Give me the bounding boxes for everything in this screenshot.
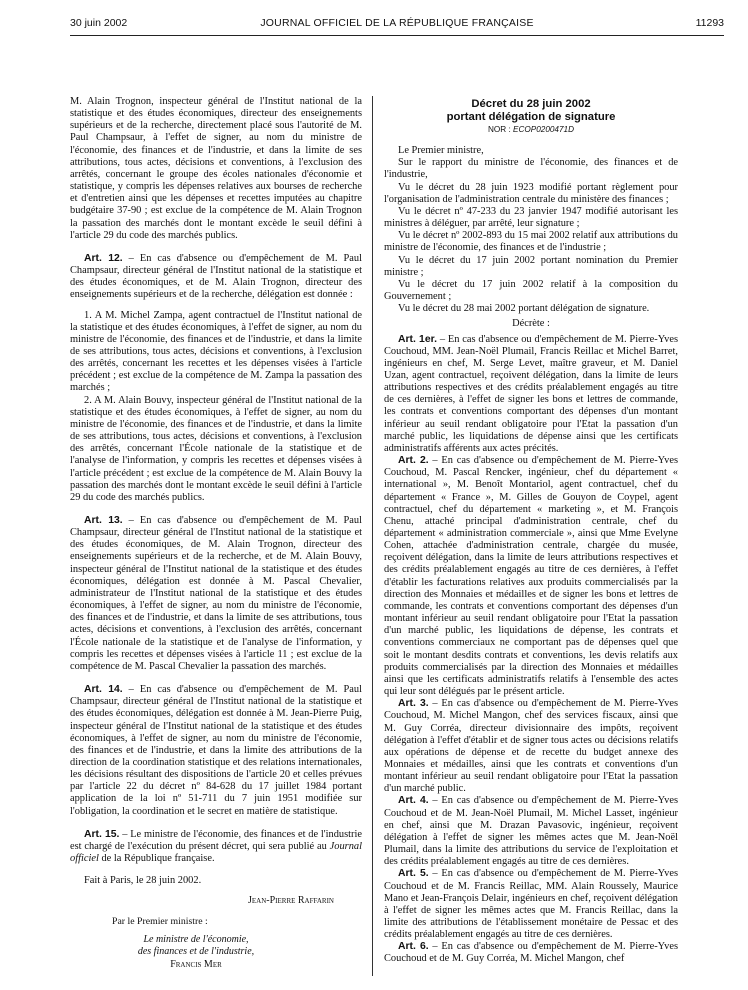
intro-paragraph: M. Alain Trognon, inspecteur général de l'Institut national de la statistique et des études économiques, directeur des enseignements supérieurs et de la recherche, directement placé sous l'autorité de M. Paul Champsaur, à l'effet de signer, au nom du ministre de l'économie, des finances et de l'industrie, et dans la limite de ses attributions, tous actes, décisions et conventions, à l'exclusion des arrêtés, concernant le groupe des écoles nationales d'économie et statistique, y compris les dépenses relatives aux bourses de recherche et d'entretien ainsi que les dépenses et recettes imputées au chapitre budgétaire 37-90 ; est exclue de la compétence de M. Alain Trognon la passation des marchés dont le montant excède le seuil défini à l'article 29 du code des marchés publics.: [70, 96, 362, 241]
visa-item: Vu le décret nº 47-233 du 23 janvier 1947 modifié autorisant les ministres à déléguer, par arrêté, leur signature ;: [384, 205, 678, 230]
visa-item: Vu le décret nº 2002-893 du 15 mai 2002 relatif aux attributions du ministre de l'économie, des finances et de l'industrie ;: [384, 230, 678, 254]
article-label: Art. 1er.: [398, 333, 437, 345]
minister-name: Francis Mer: [170, 958, 222, 970]
article-label: Art. 13.: [84, 515, 123, 526]
article-text: – En cas d'absence ou d'empêchement de M. Pierre-Yves Couchoud, MM. Jean-Noël Plumail, Francis Reillac et Michel Barret, ingénieurs en chef, M. Serge Levet, maître graveur, et M. Daniel Uzan, agent contractuel, reçoivent délégation, dans la limite de leurs attributions respectives et des crédits préalablement engagés au titre de ces dernières, à l'effet de signer les bons et lettres de commande, les contrats et conventions comportant des dépenses d'un montant inférieur au seuil rendant obligatoire pour l'Etat la passation d'un marché public, les liquidations de dépense ainsi que les certificats administratifs afférents aux actes précités.: [384, 333, 679, 454]
fait-a-paris: Fait à Paris, le 28 juin 2002.: [84, 875, 202, 887]
header-date: 30 juin 2002: [70, 17, 128, 29]
article-text: – En cas d'absence ou d'empêchement de M. Pierre-Yves Couchoud, M. Michel Mangon, chef des services fiscaux, ainsi que M. Guy Corréa, directeur divisionnaire des impôts, reçoivent délégation à l'effet d'établir et de signer tous actes ou décisions relatifs aux opérations de dépense et de recette du budget annexe des Monnaies et médailles, ainsi que les contrats et conventions d'un montant inférieur au seuil rendant obligatoire pour l'Etat la passation d'un marché public.: [384, 698, 679, 795]
article-5: [384, 868, 678, 941]
article-label: Art. 14.: [84, 684, 123, 696]
article-text: – En cas d'absence ou d'empêchement de M. Pierre-Yves Couchoud et de M. Francis Reillac, MM. Alain Roussely, Maurice Mano et Jean-François Delair, ingénieurs en chef, reçoivent délégation à l'effet de signer les mêmes actes que M. Francis Reillac, dans la limite des attributions de l'établissement monétaire de Pessac et des crédits préalablement engagés au titre de ces dernières.: [384, 868, 679, 941]
visa-item: Vu le décret du 28 juin 1923 modifié portant règlement pour l'organisation de l'administration centrale du ministère des finances ;: [384, 181, 678, 205]
article-label: Art. 5.: [398, 868, 429, 880]
article-2: [384, 455, 678, 698]
page-number: 11293: [695, 17, 724, 29]
column-divider: [372, 96, 373, 976]
journal-title: JOURNAL OFFICIEL DE LA RÉPUBLIQUE FRANÇAISE: [260, 17, 534, 29]
article-text: – Le ministre de l'économie, des finances et de l'industrie est chargé de l'exécution du présent décret, qui sera publié au: [70, 828, 362, 852]
article-text: – En cas d'absence ou d'empêchement de M. Paul Champsaur, directeur général de l'Institut national de la statistique et des études économiques, de M. Alain Trognon, directeur des enseignements supérieurs et de la recherche, et de M. Alain Bouvy, inspecteur général de l'Institut national de la statistique et des études économiques, délégation est donnée à M. Pascal Chevalier, administrateur de l'Institut national de la statistique et des études économiques, à l'effet de signer, au nom du ministre de l'économie, des finances et de l'industrie, et dans la limite de ses attributions, tous actes, décisions et conventions, à l'exclusion des arrêtés, concernant l'École nationale de la statistique et de l'analyse de l'information, y compris les recettes et dépenses visées à l'article 11 ; est exclue de la compétence de M. Pascal Chevalier la passation des marchés.: [70, 515, 363, 672]
article-4: [384, 795, 678, 868]
visa-item: Vu le décret du 17 juin 2002 portant nomination du Premier ministre ;: [384, 254, 678, 278]
premier-ministre: Le Premier ministre,: [398, 145, 484, 157]
article-12-item-2: 2. A M. Alain Bouvy, inspecteur général de l'Institut national de la statistique et des études économiques, à l'effet de signer, au nom du ministre de l'économie, des finances et de l'industrie, et dans la limite de ses attributions, tous actes, décisions et conventions, à l'exclusion des arrêtés, concernant l'École nationale de la statistique et de l'analyse de l'information, y compris les recettes et dépenses visées à l'article précédent ; est exclue de la compétence de M. Alain Bouvy la passation des marchés dont le montant excède le seuil défini à l'article 29 du code des marchés publics.: [70, 394, 362, 503]
nor-reference: [384, 124, 678, 136]
article-label: Art. 2.: [398, 455, 429, 467]
article-3: [384, 698, 678, 795]
article-text: – En cas d'absence ou d'empêchement de M. Pierre-Yves Couchoud et de M. Guy Corréa, M. Michel Mangon, chef: [384, 941, 679, 965]
article-label: Art. 3.: [398, 698, 429, 710]
article-text: – En cas d'absence ou d'empêchement de M. Paul Champsaur, directeur général de l'Institut national de la statistique et des études économiques, et de M. Alain Trognon, directeur des enseignements supérieurs et de la recherche, délégation est donnée :: [70, 252, 363, 301]
decree-subtitle: portant délégation de signature: [446, 110, 616, 123]
article-14: [70, 684, 362, 818]
minister-block: [70, 934, 362, 972]
article-13: [70, 515, 362, 673]
article-15: [70, 829, 362, 865]
article-label: Art. 15.: [84, 828, 120, 840]
article-12: [70, 253, 362, 302]
article-text: – En cas d'absence ou d'empêchement de M. Pierre-Yves Couchoud, M. Pascal Rencker, ingénieur, chef du département « international », M. Benoît Montariol, agent contractuel, chef du département « France », M. Gilles de Gouyon de Coypel, agent contractuel, chef du département « marketing », et M. François Chenu, attaché principal d'administration centrale, chef du département « administration commerciale », ainsi que Mme Evelyne Cohen, attachée d'administration centrale, chargée du musée, reçoivent délégation, dans la limite de leurs attributions respectives et des crédits préalablement engagés au titre de ces dernières, à l'effet d'établir les facturations relatives aux produits commercialisés par la direction des Monnaies et médailles et de signer les bons et lettres de commande, les contrats et conventions comportant des dépenses d'un montant inférieur au seuil rendant obligatoire pour l'Etat la passation d'un marché public, les liquidations de dépense, les contrats et conventions commerciaux ne comportant pas de dépenses quel que soit le montant desdits contrats et conventions, les devis relatifs aux produits commercialisés par la direction des Monnaies et médailles ainsi que les certificats administratifs relatifs à l'ensemble des actes qui leur sont délégués par le présent article.: [384, 455, 679, 698]
minister-title-line-2: des finances et de l'industrie,: [137, 946, 255, 958]
article-label: Art. 6.: [398, 941, 429, 953]
par-le-premier-ministre: Par le Premier ministre :: [112, 915, 208, 927]
decree-title: Décret du 28 juin 2002: [471, 98, 591, 110]
article-label: Art. 12.: [84, 252, 123, 264]
page-header: [70, 17, 724, 31]
article-6: [384, 941, 678, 965]
visa-item: Vu le décret du 28 mai 2002 portant délégation de signature.: [398, 303, 650, 315]
visa-item: Vu le décret du 17 juin 2002 relatif à la composition du Gouvernement ;: [384, 278, 678, 303]
header-rule: [70, 35, 724, 36]
journal-officiel-italic: Journal officiel: [70, 840, 362, 865]
right-column: [384, 98, 678, 966]
minister-title-line-1: Le ministre de l'économie,: [143, 933, 249, 945]
visa-item: Sur le rapport du ministre de l'économie, des finances et de l'industrie,: [384, 157, 678, 181]
nor-label: NOR :: [487, 125, 514, 134]
article-12-item-1: 1. A M. Michel Zampa, agent contractuel de l'Institut national de la statistique et des études économiques, à l'effet de signer, au nom du ministre de l'économie, des finances et de l'industrie, et dans la limite de ses attributions, tous actes, décisions et conventions, à l'exclusion des arrêtés, concernant les recettes et les dépenses visées à l'article précédent ; est exclue de la compétence de M. Zampa la passation des marchés ;: [70, 309, 362, 394]
left-column: [70, 96, 362, 971]
decrete: Décrète :: [512, 318, 550, 330]
nor-code: ECOP0200471D: [513, 125, 575, 134]
article-text: – En cas d'absence ou d'empêchement de M. Pierre-Yves Couchoud et de M. Jean-Noël Plumail, M. Michel Lasset, ingénieur en chef, ainsi que M. Drazan Pavasovic, ingénieur, reçoivent délégation à l'effet de signer les mêmes actes que M. Jean-Noël Plumail, dans la limite des attributions du service de l'exploitation et des crédits préalablement engagés au titre de ces dernières.: [384, 795, 679, 868]
article-text: – En cas d'absence ou d'empêchement de M. Paul Champsaur, directeur général de l'Institut national de la statistique et des études économiques, délégation est donnée à M. Jean-Pierre Puig, inspecteur général de l'Institut national de la statistique et des études économiques, à l'effet de signer, au nom du ministre de l'économie, des finances et de l'industrie, et dans la limite des attributions de la direction de la coordination statistique et des relations internationales, les décisions résultant des dispositions de l'article 20 et celles prévues par l'article 22 du décret nº 84-628 du 17 juillet 1984 portant application de la loi nº 51-711 du 7 juin 1951 modifiée sur l'obligation, la coordination et le secret en matière de statistique.: [70, 684, 363, 817]
article-1: [384, 334, 678, 456]
article-text-end: de la République française.: [98, 853, 215, 865]
signatory: Jean-Pierre Raffarin: [248, 895, 334, 907]
article-label: Art. 4.: [398, 795, 429, 807]
